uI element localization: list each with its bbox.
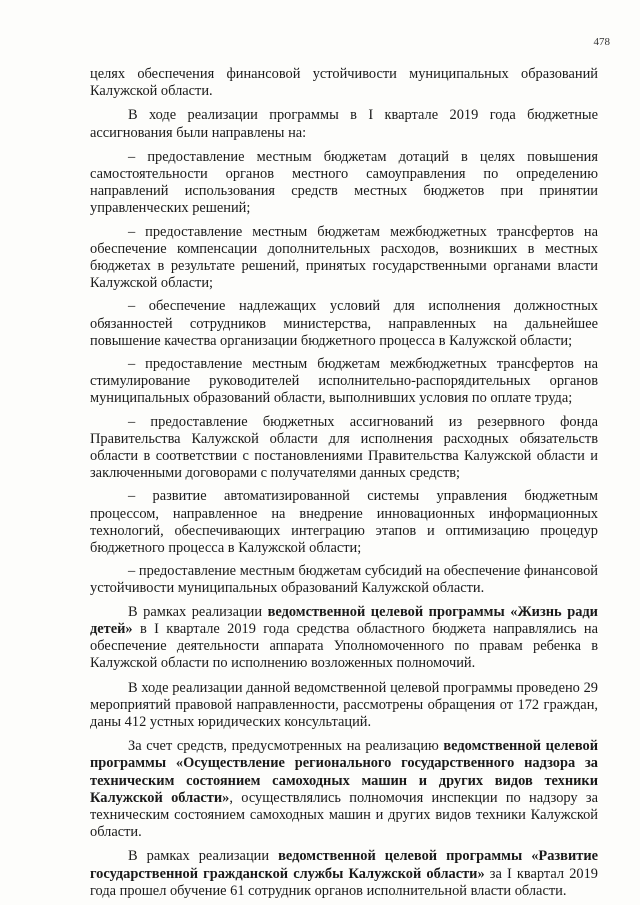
document-body [90,66,598,907]
list-item: – предоставление бюджетных ассигнований из резервного фонда Правительства Калужской области для исполнения расходных обязательств области в соответствии с постановлениями Правительства Калужской области и заключенными договорами с получателями данных средств; [90,413,598,482]
text-run: , осуществлялись полномочия инспекции по надзору за техническим состоянием самоходных машин и других видов техники Калужской области. [90,789,598,841]
text-run: В рамках реализации [128,848,279,865]
text-run: в I квартале 2019 года средства областного бюджета направлялись на обеспечение деятельности аппарата Уполномоченного по правам ребенка в Калужской области по исполнению возложенных полномочий. [90,620,598,672]
list-item: – предоставление местным бюджетам межбюджетных трансфертов на стимулирование руководителей исполнительно-распорядительных органов муниципальных образований области, выполнивших условия по оплате труда; [90,356,598,407]
program-title: ведомственной целевой программы «Осуществление регионального государственного надзора за техническим состоянием самоходных машин и других видов техники Калужской области» [90,738,598,806]
paragraph-program-results: В ходе реализации данной ведомственной целевой программы проведено 29 мероприятий правовой направленности, рассмотрены обращения от 172 граждан, даны 412 устных юридических консультаций. [90,679,598,730]
paragraph-program-children [90,604,598,673]
program-title: ведомственной целевой программы «Жизнь ради детей» [90,603,598,637]
list-item: – развитие автоматизированной системы управления бюджетным процессом, направленное на внедрение инновационных информационных технологий, обеспечивающих интеграцию этапов и оптимизацию процедур бюджетного процесса в Калужской области; [90,488,598,557]
program-title: ведомственной целевой программы «Развитие государственной гражданской службы Калужской области» [90,848,598,882]
list-item: – предоставление местным бюджетам дотаций в целях повышения самостоятельности органов местного самоуправления по определению направлений использования средств местных бюджетов при принятии управленческих решений; [90,148,598,217]
list-item: – обеспечение надлежащих условий для исполнения должностных обязанностей сотрудников министерства, направленных на дальнейшее повышение качества организации бюджетного процесса в Калужской области; [90,298,598,349]
paragraph-program-civil-service [90,848,598,900]
page-number: 478 [593,36,610,48]
text-run: За счет средств, предусмотренных на реализацию [128,738,444,755]
list-item: – предоставление местным бюджетам субсидий на обеспечение финансовой устойчивости муниципальных образований Калужской области. [90,563,598,597]
list-item: – предоставление местным бюджетам межбюджетных трансфертов на обеспечение компенсации дополнительных расходов, возникших в местных бюджетах в результате решений, принятых государственными органами власти Калужской области; [90,223,598,292]
paragraph-continuation: целях обеспечения финансовой устойчивости муниципальных образований Калужской области. [90,66,598,100]
text-run: В рамках реализации [128,603,268,620]
text-run: за I квартал 2019 года прошел обучение 61 сотрудник органов исполнительной власти области. [90,865,598,899]
paragraph-budget-intro: В ходе реализации программы в I квартале 2019 года бюджетные ассигнования были направлены на: [90,107,598,141]
paragraph-program-machinery [90,738,598,841]
